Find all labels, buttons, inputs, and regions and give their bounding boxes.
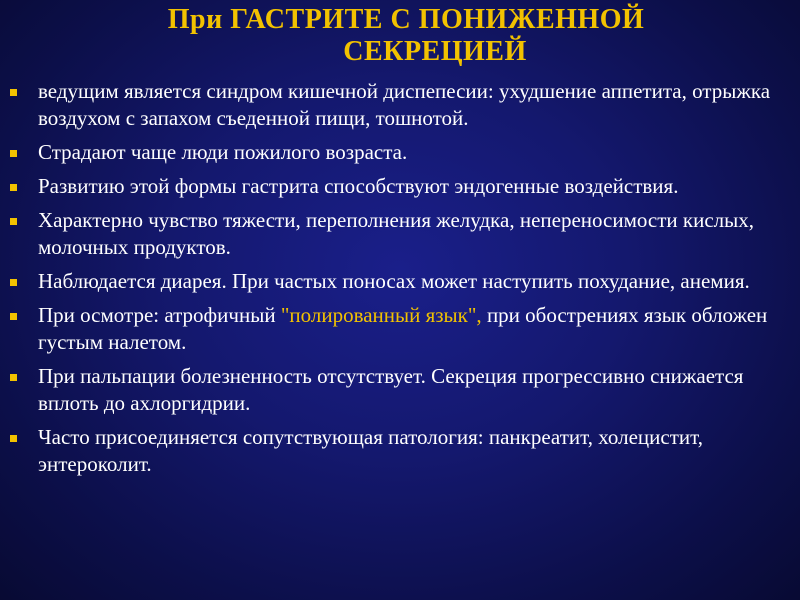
bullet-list	[10, 78, 790, 485]
bullet-item	[10, 302, 790, 356]
highlighted-term: "полированный язык",	[280, 303, 482, 327]
bullet-item	[10, 363, 790, 417]
square-bullet-icon	[10, 89, 17, 96]
bullet-text: ведущим является синдром кишечной диспепесии: ухудшение аппетита, отрыжка воздухом с запахом съеденной пищи, тошнотой.	[38, 79, 771, 130]
bullet-text: Развитию этой формы гастрита способствуют эндогенные воздействия.	[38, 174, 679, 198]
square-bullet-icon	[10, 435, 17, 442]
title-line-1: При ГАСТРИТЕ С ПОНИЖЕННОЙ	[167, 4, 645, 35]
slide-title	[40, 4, 760, 68]
square-bullet-icon	[10, 279, 17, 286]
square-bullet-icon	[10, 150, 17, 157]
bullet-text: Характерно чувство тяжести, переполнения желудка, непереносимости кислых, молочных продуктов.	[38, 208, 754, 259]
square-bullet-icon	[10, 218, 17, 225]
bullet-item	[10, 173, 790, 200]
bullet-item	[10, 139, 790, 166]
square-bullet-icon	[10, 374, 17, 381]
title-line-2: СЕКРЕЦИЕЙ	[343, 36, 527, 67]
bullet-text: Страдают чаще люди пожилого возраста.	[38, 140, 408, 164]
bullet-text: Наблюдается диарея. При частых поносах может наступить похудание, анемия.	[38, 269, 750, 293]
bullet-text-after: при обострениях язык обложен густым налетом.	[38, 303, 768, 354]
bullet-text: Часто присоединяется сопутствующая патология: панкреатит, холецистит, энтероколит.	[38, 425, 703, 476]
bullet-text-before: При осмотре: атрофичный	[38, 303, 281, 327]
bullet-item	[10, 78, 790, 132]
bullet-item	[10, 424, 790, 478]
square-bullet-icon	[10, 184, 17, 191]
bullet-item	[10, 207, 790, 261]
square-bullet-icon	[10, 313, 17, 320]
bullet-text: При пальпации болезненность отсутствует. Секреция прогрессивно снижается вплоть до ахлоргидрии.	[38, 364, 744, 415]
bullet-item	[10, 268, 790, 295]
